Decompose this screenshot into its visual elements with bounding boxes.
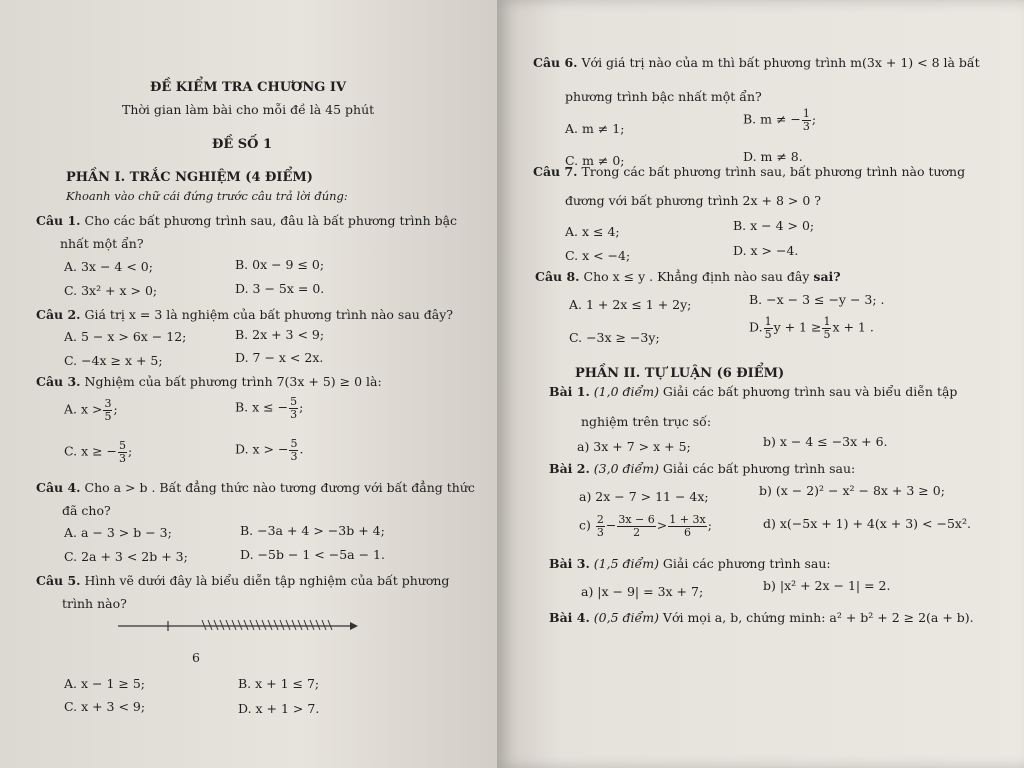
b3-label: Bài 3.: [549, 556, 590, 571]
q2-option-a: A. 5 − x > 6x − 12;: [64, 329, 187, 344]
b1-text: Giải các bất phương trình sau và biểu diễn tập: [658, 384, 958, 399]
part2-heading: PHẦN II. TỰ LUẬN (6 ĐIỂM): [575, 366, 785, 381]
b1-item-a: a) 3x + 7 > x + 5;: [577, 439, 691, 454]
q8-d-fraction-2: [822, 316, 831, 340]
b2-item-c: c) $\frac{2}{3}$ − $\frac{3x - 6}{2}$ > $\frac{1 + 3x}{6}$ ;: [579, 513, 712, 539]
q3-a-end: ;: [113, 401, 118, 417]
q2-option-d: D. 7 − x < 2x.: [235, 350, 324, 365]
denominator: 5: [764, 327, 772, 341]
q5-label: Câu 5.: [36, 573, 81, 588]
q7-option-b: B. x − 4 > 0;: [733, 218, 815, 233]
numerator: 3: [104, 397, 112, 410]
numerator: 1: [823, 315, 831, 328]
q6-b-fraction: [802, 108, 811, 132]
right-page: [497, 0, 1024, 768]
q3-a-fraction: [103, 398, 112, 422]
q6-text-cont: phương trình bậc nhất một ẩn?: [565, 89, 762, 104]
q8-label: Câu 8.: [535, 269, 580, 284]
q7-text: Trong các bất phương trình sau, bất phương trình nào tương: [577, 164, 966, 179]
b1-item-b: b) x − 4 ≤ −3x + 6.: [763, 434, 888, 449]
q6-b-end: ;: [811, 111, 817, 127]
b2-item-d: d) x(−5x + 1) + 4(x + 3) < −5x².: [763, 516, 971, 531]
q4-option-d: D. −5b − 1 < −5a − 1.: [240, 547, 385, 562]
question-2: [36, 307, 453, 322]
q4-option-a: A. a − 3 > b − 3;: [64, 525, 172, 540]
q3-c-text: C. x ≥ −: [64, 443, 118, 459]
q7-option-c: C. x < −4;: [565, 248, 631, 263]
q3-label: Câu 3.: [36, 374, 81, 389]
q4-option-b: B. −3a + 4 > −3b + 4;: [240, 523, 385, 538]
q8-option-c: C. −3x ≥ −3y;: [569, 330, 660, 345]
b1-points: (1,0 điểm): [589, 384, 659, 399]
q5-option-c: C. x + 3 < 9;: [64, 699, 146, 714]
exercise-3: [549, 556, 831, 571]
part1-heading: PHẦN I. TRẮC NGHIỆM (4 ĐIỂM): [66, 170, 313, 185]
q6-label: Câu 6.: [533, 55, 578, 70]
q1-text-cont: nhất một ẩn?: [60, 236, 144, 251]
q1-option-b: B. 0x − 9 ≤ 0;: [235, 257, 325, 272]
b4-label: Bài 4.: [549, 610, 590, 625]
q8-d-mid: y + 1 ≥: [773, 319, 822, 335]
question-7: [533, 164, 965, 179]
b2-c-end: ;: [707, 517, 712, 533]
numerator: 5: [290, 437, 298, 450]
b3-points: (1,5 điểm): [589, 556, 659, 571]
q6-option-b: [743, 108, 816, 132]
numerator: 3x − 6: [618, 513, 655, 526]
denominator: 3: [290, 449, 298, 463]
numerator: 5: [290, 395, 298, 408]
number-line-arrow: [350, 622, 358, 630]
numerator: 2: [596, 513, 604, 526]
q8-option-b: B. −x − 3 ≤ −y − 3; .: [749, 292, 885, 307]
question-1: [36, 213, 457, 228]
q5-option-b: B. x + 1 ≤ 7;: [238, 676, 320, 691]
q3-option-c: [64, 440, 132, 464]
b2-item-b: b) (x − 2)² − x² − 8x + 3 ≥ 0;: [759, 483, 945, 498]
q3-b-text: B. x ≤ −: [235, 399, 289, 415]
question-5: [36, 573, 449, 588]
q8-text-bold: sai?: [813, 269, 841, 284]
denominator: 3: [596, 525, 604, 539]
b2-c-fraction-2: [617, 514, 655, 538]
q6-option-c: C. m ≠ 0;: [565, 153, 625, 168]
question-8: [535, 269, 841, 284]
denominator: 3: [290, 407, 298, 421]
instruction: Khoanh vào chữ cái đứng trước câu trả lời đúng:: [66, 189, 348, 203]
denominator: 3: [802, 119, 810, 133]
q7-option-a: A. x ≤ 4;: [565, 224, 620, 239]
q4-option-c: C. 2a + 3 < 2b + 3;: [64, 549, 188, 564]
number-line-hatching: [202, 620, 332, 630]
exercise-4: [549, 610, 974, 625]
q6-b-text: B. m ≠ −: [743, 111, 801, 127]
q7-option-d: D. x > −4.: [733, 243, 799, 258]
q7-label: Câu 7.: [533, 164, 578, 179]
q6-option-d: D. m ≠ 8.: [743, 149, 803, 164]
exercise-2: [549, 461, 855, 476]
numerator: 1 + 3x: [669, 513, 706, 526]
q3-b-end: ;: [299, 399, 304, 415]
denominator: 5: [823, 327, 831, 341]
number-line-figure: [118, 616, 358, 646]
q1-option-a: A. 3x − 4 < 0;: [64, 259, 153, 274]
q8-option-d: [749, 316, 874, 340]
q2-option-b: B. 2x + 3 < 9;: [235, 327, 325, 342]
q3-a-text: A. x >: [64, 401, 103, 417]
q1-label: Câu 1.: [36, 213, 81, 228]
q2-label: Câu 2.: [36, 307, 81, 322]
b3-text: Giải các phương trình sau:: [658, 556, 831, 571]
denominator: 2: [633, 525, 641, 539]
b2-label: Bài 2.: [549, 461, 590, 476]
q3-option-d: [235, 438, 303, 462]
q3-d-end: .: [299, 441, 304, 457]
q3-d-fraction: [289, 438, 298, 462]
b1-text-cont: nghiệm trên trục số:: [581, 414, 712, 429]
q4-label: Câu 4.: [36, 480, 81, 495]
b2-item-a: a) 2x − 7 > 11 − 4x;: [579, 489, 709, 504]
numerator: 1: [802, 107, 810, 120]
exam-number: ĐỀ SỐ 1: [212, 137, 273, 152]
b3-item-b: b) |x² + 2x − 1| = 2.: [763, 578, 891, 593]
q3-option-b: [235, 396, 303, 420]
b2-text: Giải các bất phương trình sau:: [658, 461, 856, 476]
denominator: 3: [119, 451, 127, 465]
q3-b-fraction: [289, 396, 298, 420]
number-line-tick-label: 6: [192, 650, 200, 665]
q5-option-a: A. x − 1 ≥ 5;: [64, 676, 145, 691]
q1-option-c: C. 3x² + x > 0;: [64, 283, 158, 298]
exercise-1: [549, 384, 957, 399]
b1-label: Bài 1.: [549, 384, 590, 399]
q3-text: Nghiệm của bất phương trình 7(3x + 5) ≥ 0 là:: [80, 374, 382, 389]
q3-c-fraction: [118, 440, 127, 464]
b3-item-a: a) |x − 9| = 3x + 7;: [581, 584, 704, 599]
q8-option-a: A. 1 + 2x ≤ 1 + 2y;: [569, 297, 692, 312]
q4-text-cont: đã cho?: [62, 503, 111, 518]
q3-d-text: D. x > −: [235, 441, 289, 457]
q5-option-d: D. x + 1 > 7.: [238, 701, 320, 716]
q8-text: Cho x ≤ y . Khẳng định nào sau đây: [579, 269, 814, 284]
q3-option-a: [64, 398, 118, 422]
q8-d-end: x + 1 .: [832, 319, 874, 335]
q6-option-a: A. m ≠ 1;: [565, 121, 625, 136]
b2-points: (3,0 điểm): [589, 461, 659, 476]
left-page: [0, 0, 500, 768]
question-6: [533, 55, 980, 70]
q6-text: Với giá trị nào của m thì bất phương trình m(3x + 1) < 8 là bất: [577, 55, 980, 70]
q5-text: Hình vẽ dưới đây là biểu diễn tập nghiệm của bất phương: [80, 573, 450, 588]
q2-text: Giá trị x = 3 là nghiệm của bất phương trình nào sau đây?: [80, 307, 454, 322]
denominator: 6: [683, 525, 691, 539]
b4-text: Với mọi a, b, chứng minh: a² + b² + 2 ≥ 2(a + b).: [658, 610, 974, 625]
b2-c-fraction-1: [596, 514, 605, 538]
q4-text: Cho a > b . Bất đẳng thức nào tương đương với bất đẳng thức: [80, 480, 475, 495]
q1-option-d: D. 3 − 5x = 0.: [235, 281, 325, 296]
b4-points: (0,5 điểm): [589, 610, 659, 625]
q5-text-cont: trình nào?: [62, 596, 127, 611]
b2-c-fraction-3: [668, 514, 706, 538]
q8-d-fraction-1: [764, 316, 773, 340]
question-3: [36, 374, 382, 389]
denominator: 5: [104, 409, 112, 423]
numerator: 5: [119, 439, 127, 452]
exam-title: ĐỀ KIỂM TRA CHƯƠNG IV: [150, 80, 347, 95]
b2-c-text: c): [579, 517, 591, 533]
q3-c-end: ;: [128, 443, 133, 459]
numerator: 1: [764, 315, 772, 328]
q7-text-cont: đương với bất phương trình 2x + 8 > 0 ?: [565, 193, 821, 208]
q8-d-text: D.: [749, 319, 763, 335]
q1-text: Cho các bất phương trình sau, đâu là bất phương trình bậc: [80, 213, 458, 228]
q2-option-c: C. −4x ≥ x + 5;: [64, 353, 163, 368]
exam-subtitle: Thời gian làm bài cho mỗi đề là 45 phút: [122, 102, 375, 117]
question-4: [36, 480, 475, 495]
